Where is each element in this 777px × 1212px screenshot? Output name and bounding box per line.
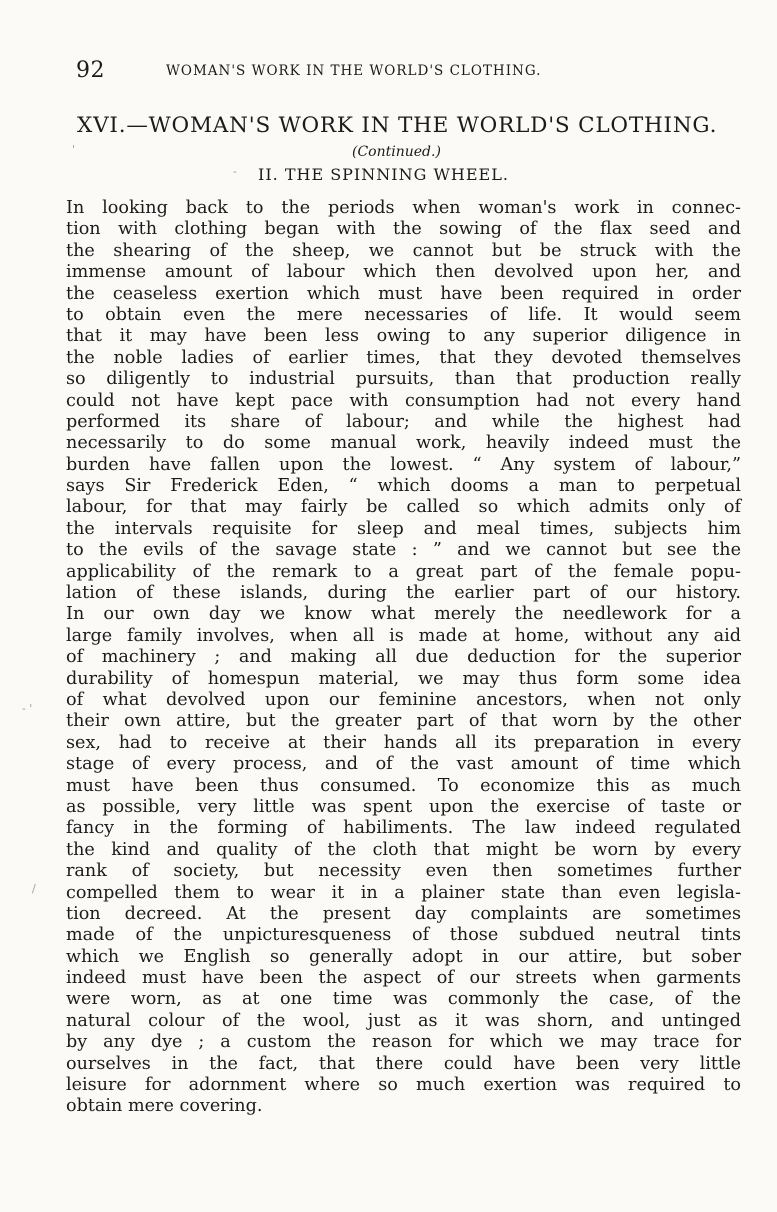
article-title: XVI.—WOMAN'S WORK IN THE WORLD'S CLOTHING. xyxy=(77,113,718,138)
body-line: as possible, very little was spent upon the exercise of taste or xyxy=(66,796,741,817)
body-line: the intervals requisite for sleep and meal times, subjects him xyxy=(66,518,741,539)
body-line: leisure for adornment where so much exertion was required to xyxy=(66,1075,741,1096)
body-line: burden have fallen upon the lowest. “ Any system of labour,” xyxy=(66,454,741,475)
body-line: tion decreed. At the present day complaints are sometimes xyxy=(66,903,741,924)
body-line: must have been thus consumed. To economize this as much xyxy=(66,775,741,796)
body-line: applicability of the remark to a great part of the female popu- xyxy=(66,561,741,582)
body-line: the kind and quality of the cloth that might be worn by every xyxy=(66,839,741,860)
body-line: natural colour of the wool, just as it was shorn, and untinged xyxy=(66,1010,741,1031)
body-line: of what devolved upon our feminine ancestors, when not only xyxy=(66,689,741,710)
body-line: durability of homespun material, we may thus form some idea xyxy=(66,668,741,689)
margin-mark: - ' xyxy=(22,702,33,715)
margin-mark: - xyxy=(233,165,237,178)
body-line: large family involves, when all is made at home, without any aid xyxy=(66,625,741,646)
body-line: that it may have been less owing to any superior diligence in xyxy=(66,326,741,347)
body-line: In looking back to the periods when woman's work in connec- xyxy=(66,198,741,218)
body-line: which we English so generally adopt in our attire, but sober xyxy=(66,946,741,967)
body-line: necessarily to do some manual work, heavily indeed must the xyxy=(66,433,741,454)
body-line: compelled them to wear it in a plainer state than even legisla- xyxy=(66,882,741,903)
body-line: could not have kept pace with consumption had not every hand xyxy=(66,390,741,411)
body-line: performed its share of labour; and while the highest had xyxy=(66,411,741,432)
body-line: obtain mere covering. xyxy=(66,1096,263,1117)
body-line: In our own day we know what merely the needlework for a xyxy=(66,604,741,625)
page-number: 92 xyxy=(76,58,105,83)
running-title: WOMAN'S WORK IN THE WORLD'S CLOTHING. xyxy=(166,63,542,79)
body-line: indeed must have been the aspect of our streets when garments xyxy=(66,968,741,989)
margin-mark: ' xyxy=(72,143,76,156)
body-line: stage of every process, and of the vast amount of time which xyxy=(66,754,741,775)
body-line: sex, had to receive at their hands all its preparation in every xyxy=(66,732,741,753)
continued-note: (Continued.) xyxy=(352,144,441,160)
body-line: lation of these islands, during the earlier part of our history. xyxy=(66,583,741,604)
body-line: made of the unpicturesqueness of those subdued neutral tints xyxy=(66,925,741,946)
body-line: the shearing of the sheep, we cannot but be struck with the xyxy=(66,240,741,261)
body-line: fancy in the forming of habiliments. The law indeed regulated xyxy=(66,818,741,839)
body-line: rank of society, but necessity even then sometimes further xyxy=(66,861,741,882)
body-line: ourselves in the fact, that there could have been very little xyxy=(66,1053,741,1074)
body-line: the noble ladies of earlier times, that they devoted themselves xyxy=(66,347,741,368)
running-head xyxy=(76,58,696,84)
body-line: of machinery ; and making all due deduction for the superior xyxy=(66,647,741,668)
body-line: were worn, as at one time was commonly the case, of the xyxy=(66,989,741,1010)
body-line: tion with clothing began with the sowing of the flax seed and xyxy=(66,219,741,240)
body-line: labour, for that may fairly be called so which admits only of xyxy=(66,497,741,518)
body-line: immense amount of labour which then devolved upon her, and xyxy=(66,262,741,283)
body-line: to the evils of the savage state : ” and we cannot but see the xyxy=(66,540,741,561)
body-line: to obtain even the mere necessaries of life. It would seem xyxy=(66,304,741,325)
body-line: their own attire, but the greater part of that worn by the other xyxy=(66,711,741,732)
section-heading: II. THE SPINNING WHEEL. xyxy=(258,165,509,184)
body-line: by any dye ; a custom the reason for which we may trace for xyxy=(66,1032,741,1053)
body-text xyxy=(66,198,741,1118)
body-line: says Sir Frederick Eden, “ which dooms a man to perpetual xyxy=(66,476,741,497)
body-line: so diligently to industrial pursuits, than that production really xyxy=(66,369,741,390)
body-line: the ceaseless exertion which must have been required in order xyxy=(66,283,741,304)
margin-mark: / xyxy=(32,882,36,895)
